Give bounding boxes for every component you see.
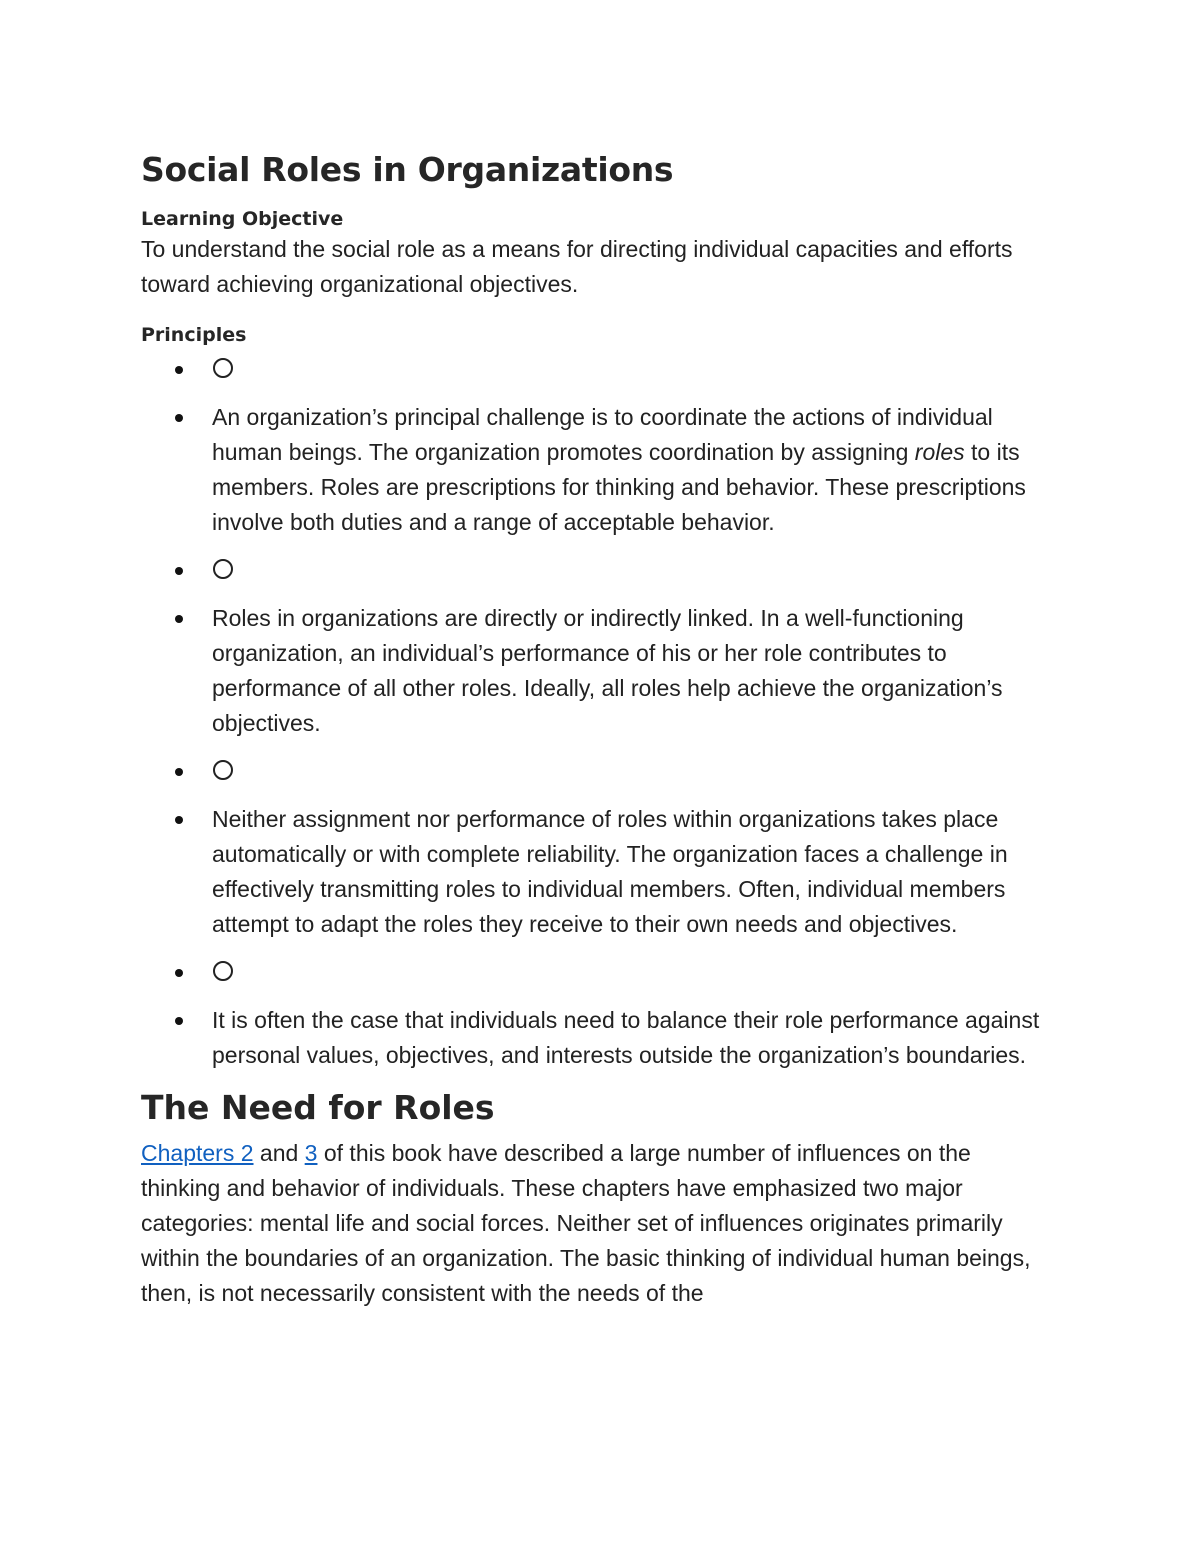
circle-icon: [213, 559, 233, 579]
circle-icon: [213, 760, 233, 780]
bullet-icon: [175, 567, 183, 575]
emphasis-roles: roles: [914, 439, 965, 465]
section-heading-need-for-roles: The Need for Roles: [141, 1088, 495, 1127]
learning-objective-text: To understand the social role as a means for directing individual capacities and efforts toward achieving organizational objectives.: [141, 236, 1013, 297]
list-item-empty: [141, 553, 1051, 588]
principles-label: Principles: [141, 324, 247, 346]
need-for-roles-paragraph: Chapters 2 and 3 of this book have described a large number of influences on the thinking and behavior of individuals. These chapters have emphasized two major categories: mental life and social forces. Neither set of influences originates primarily within the boundaries of an organization. The basic thinking of individual human beings, then, is not necessarily consistent with the needs of the: [141, 1140, 1031, 1306]
bullet-icon: [175, 414, 183, 422]
principle-text: Roles in organizations are directly or indirectly linked. In a well-functioning organization, an individual’s performance of his or her role contributes to performance of all other roles. Ideally, all roles help achieve the organization’s objectives.: [212, 605, 1003, 736]
principle-item-1: [141, 400, 1051, 540]
chapter-3-link[interactable]: 3: [304, 1140, 318, 1166]
chapters-2-link[interactable]: Chapters 2: [141, 1140, 254, 1166]
learning-objective-label: Learning Objective: [141, 208, 344, 230]
bullet-icon: [175, 366, 183, 374]
document-page: [141, 146, 1051, 1311]
principle-item-3: [141, 802, 1051, 942]
bullet-icon: [175, 768, 183, 776]
bullet-icon: [175, 1017, 183, 1025]
principles-list: [141, 352, 1051, 1073]
circle-icon: [213, 961, 233, 981]
document-title: Social Roles in Organizations: [141, 150, 674, 189]
list-item-empty: [141, 754, 1051, 789]
list-item-empty: [141, 352, 1051, 387]
principle-item-2: [141, 601, 1051, 741]
principle-text: An organization’s principal challenge is to coordinate the actions of individual human beings. The organization promotes coordination by assigning roles to its members. Roles are prescriptions for thinking and behavior. These prescriptions involve both duties and a range of acceptable behavior.: [212, 404, 1026, 535]
principle-item-4: [141, 1003, 1051, 1073]
principle-text: Neither assignment nor performance of roles within organizations takes place automatically or with complete reliability. The organization faces a challenge in effectively transmitting roles to individual members. Often, individual members attempt to adapt the roles they receive to their own needs and objectives.: [212, 806, 1008, 937]
principle-text: It is often the case that individuals need to balance their role performance against personal values, objectives, and interests outside the organization’s boundaries.: [212, 1007, 1040, 1068]
bullet-icon: [175, 969, 183, 977]
bullet-icon: [175, 816, 183, 824]
list-item-empty: [141, 955, 1051, 990]
circle-icon: [213, 358, 233, 378]
bullet-icon: [175, 615, 183, 623]
